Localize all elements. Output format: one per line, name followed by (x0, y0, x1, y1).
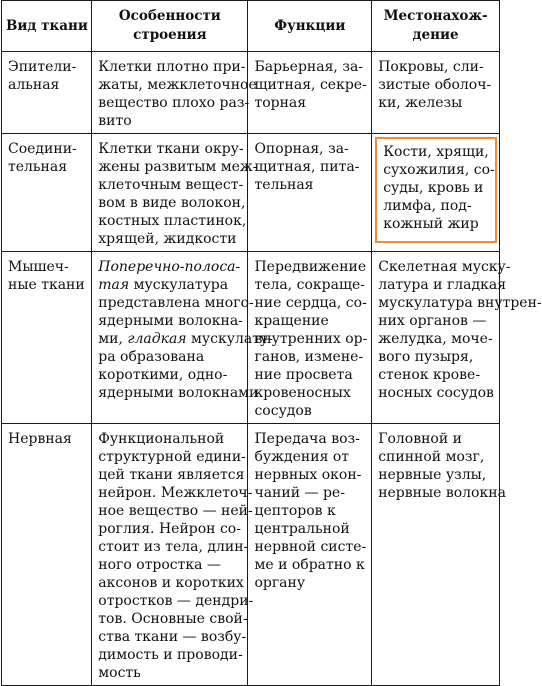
cell-line: торная (254, 95, 307, 111)
cell-line: латура и гладкая (378, 277, 507, 293)
cell-line: стенок крове- (378, 367, 481, 383)
cell-line: нервной систе- (254, 539, 367, 555)
text-fragment: ми, (98, 331, 128, 347)
cell-line: ядерными волокнами (98, 385, 259, 401)
cell-line: Функциональной (98, 431, 225, 447)
header-structure (92, 1, 248, 52)
cell-functions (248, 252, 372, 424)
cell-line: ганов, измене- (254, 349, 364, 365)
cell-line: Клетки плотно при- (98, 59, 246, 75)
cell-structure (92, 424, 254, 686)
cell-line: мускулатура внутрен- (378, 295, 542, 311)
cell-line: них органов — (378, 313, 487, 329)
tissue-table (1, 0, 542, 686)
cell-line: тельная (8, 159, 68, 175)
cell-line (98, 258, 243, 276)
cell-line: ние просвета (254, 367, 353, 383)
cell-functions (248, 52, 372, 134)
cell-line: Эпители- (8, 59, 77, 75)
cell-line: ра образована (98, 349, 205, 365)
cell-line: Клетки ткани окру- (98, 141, 244, 157)
cell-line: зистые оболоч- (378, 77, 492, 93)
cell-line: структурной едини- (98, 449, 246, 465)
cell-line: органу (254, 575, 306, 591)
cell-structure (92, 252, 273, 424)
cell-line: спинной мозг, (378, 449, 485, 465)
cell-line: ства ткани — возбу- (98, 629, 247, 645)
cell-line: щитная, пита- (254, 159, 360, 175)
italic-term: тая (98, 277, 130, 293)
cell-line: лимфа, под- (383, 198, 472, 214)
cell-location (372, 134, 500, 252)
header-text: Особенности (118, 8, 221, 24)
cell-location (372, 424, 506, 686)
cell-functions (248, 424, 372, 686)
header-text: строения (133, 27, 207, 43)
header-tissue-type (2, 1, 92, 52)
cell-line: носных сосудов (378, 385, 494, 401)
cell-line: ме и обратно к (254, 557, 365, 573)
cell-line: нервные узлы, (378, 467, 487, 483)
cell-line: желудка, моче- (378, 331, 493, 347)
header-row (2, 1, 500, 52)
cell-line: щитная, секре- (254, 77, 367, 93)
cell-line: сухожилия, со- (383, 162, 495, 178)
text-fragment: мускулатура (129, 277, 229, 293)
cell-type (2, 252, 92, 424)
cell-line: Скелетная муску- (378, 259, 511, 275)
cell-line (98, 330, 273, 348)
cell-line: ные ткани (8, 277, 85, 293)
cell-line: аксонов и коротких (98, 575, 244, 591)
cell-line: жены развитым меж- (98, 159, 258, 175)
cell-line: тов. Основные свой- (98, 611, 248, 627)
header-text: дение (412, 27, 459, 43)
cell-line: внутренних ор- (254, 331, 368, 347)
cell-line: чаний — ре- (254, 485, 345, 501)
cell-line: тела, сокраще- (254, 277, 365, 293)
cell-line (98, 276, 243, 294)
table-row (2, 424, 500, 686)
cell-line: отростков — дендри- (98, 593, 254, 609)
header-text: Вид ткани (6, 17, 88, 34)
cell-line: роглия. Нейрон со- (98, 521, 241, 537)
cell-line: Передача воз- (254, 431, 360, 447)
cell-line: мость (98, 665, 141, 681)
cell-line: вого пузыря, (378, 349, 474, 365)
cell-line: Покровы, сли- (378, 59, 484, 75)
cell-line: костных пластинок, (98, 213, 247, 229)
cell-line: Головной и (378, 431, 462, 447)
header-location (372, 1, 500, 52)
cell-line: сосудов (254, 403, 312, 419)
cell-line: нервных окон- (254, 467, 362, 483)
cell-line: Опорная, за- (254, 141, 349, 157)
cell-line: буждения от (254, 449, 350, 465)
cell-line: нейрон. Межклеточ- (98, 485, 253, 501)
italic-term: гладкая (127, 331, 187, 347)
cell-location (372, 52, 500, 134)
cell-line: нервные волокна (378, 485, 506, 501)
header-text: Местонахож- (383, 8, 488, 24)
cell-line: тельная (254, 177, 314, 193)
cell-line: вито (98, 113, 132, 129)
cell-line: представлена много- (98, 295, 254, 311)
cell-line: альная (8, 77, 60, 93)
header-functions (248, 1, 372, 52)
cell-line: короткими, одно- (98, 367, 228, 383)
cell-type (2, 134, 92, 252)
cell-line: Передвижение (254, 259, 367, 275)
cell-structure (92, 134, 258, 252)
cell-line: Барьерная, за- (254, 59, 364, 75)
cell-line: вещество плохо раз- (98, 95, 250, 111)
cell-line: ное вещество — ней- (98, 503, 253, 519)
table-row (2, 134, 500, 252)
text-fragment: мускулату- (186, 331, 273, 347)
cell-structure (92, 52, 257, 134)
cell-line: стоит из тела, длин- (98, 539, 249, 555)
cell-functions (248, 134, 372, 252)
cell-line: Нервная (8, 431, 72, 447)
table-row (2, 52, 500, 134)
cell-line: ние сердца, со- (254, 295, 367, 311)
cell-line: жаты, межклеточное (98, 77, 257, 93)
cell-line: хрящей, жидкости (98, 231, 237, 247)
cell-line: Кости, хрящи, (383, 144, 489, 160)
cell-line: цей ткани является (98, 467, 245, 483)
cell-line: ки, железы (378, 95, 463, 111)
header-text: Функции (274, 17, 346, 34)
cell-line: клеточным вещест- (98, 177, 244, 193)
cell-line: димость и проводи- (98, 647, 243, 663)
highlight-box (375, 137, 497, 243)
cell-line: вом в виде волокон, (98, 195, 246, 211)
cell-line: Мышеч- (8, 259, 69, 275)
cell-line: кожный жир (383, 216, 479, 232)
cell-type (2, 424, 92, 686)
cell-line: ядерными волокна- (98, 313, 243, 329)
cell-line: Соедини- (8, 141, 77, 157)
cell-line: кровеносных (254, 385, 351, 401)
cell-line: ного отростка — (98, 557, 221, 573)
cell-line: цепторов к (254, 503, 336, 519)
cell-line: кращение (254, 313, 329, 329)
cell-line: центральной (254, 521, 350, 537)
italic-term: Поперечно-полоса- (98, 259, 241, 275)
cell-line: суды, кровь и (383, 180, 484, 196)
cell-location (372, 252, 542, 424)
cell-type (2, 52, 92, 134)
table-row (2, 252, 500, 424)
